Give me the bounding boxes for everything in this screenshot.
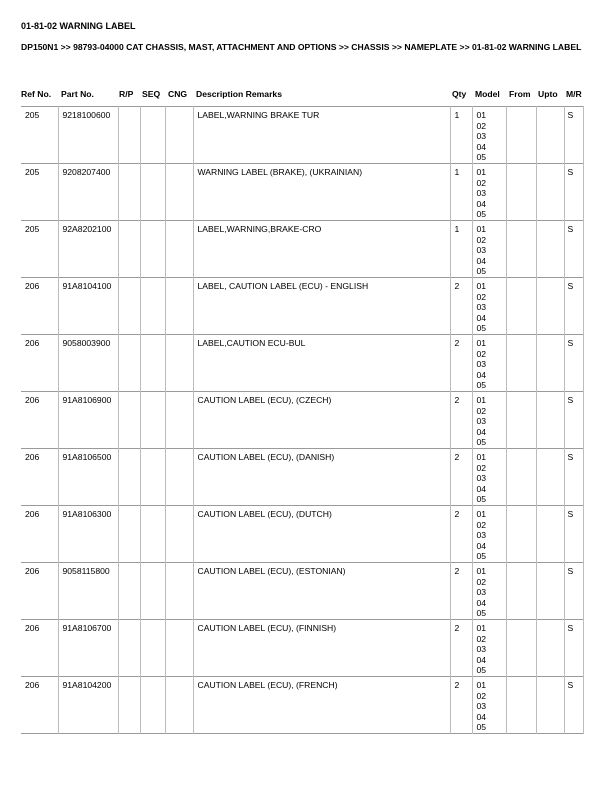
description: LABEL,WARNING,BRAKE-CRO bbox=[197, 224, 322, 234]
ref-no: 205 bbox=[25, 167, 40, 177]
upto-cell bbox=[537, 221, 564, 224]
model-code: 01 bbox=[476, 338, 487, 348]
model-list bbox=[473, 164, 506, 220]
ref-no: 206 bbox=[25, 623, 40, 633]
model-code: 05 bbox=[476, 665, 487, 675]
model-list bbox=[473, 449, 506, 505]
model-code: 01 bbox=[476, 509, 487, 519]
mr-flag: S bbox=[567, 338, 574, 348]
ref-no: 206 bbox=[25, 395, 40, 405]
table-row bbox=[21, 506, 583, 563]
page-title: 01-81-02 WARNING LABEL bbox=[21, 21, 136, 31]
table-row bbox=[21, 563, 583, 620]
table-row bbox=[21, 620, 583, 677]
from-cell bbox=[507, 335, 536, 338]
rp-cell bbox=[119, 335, 140, 338]
cng-cell bbox=[166, 449, 193, 452]
rp-cell bbox=[119, 221, 140, 224]
model-code: 05 bbox=[476, 209, 487, 219]
rp-cell bbox=[119, 107, 140, 110]
seq-cell bbox=[141, 221, 165, 224]
from-cell bbox=[507, 620, 536, 623]
seq-cell bbox=[141, 449, 165, 452]
mr-flag: S bbox=[567, 452, 574, 462]
upto-cell bbox=[537, 506, 564, 509]
mr-flag: S bbox=[567, 167, 574, 177]
table-row bbox=[21, 221, 583, 278]
model-code: 02 bbox=[476, 462, 487, 473]
seq-cell bbox=[141, 506, 165, 509]
model-code: 01 bbox=[476, 680, 487, 690]
model-code: 02 bbox=[476, 177, 487, 188]
upto-cell bbox=[537, 449, 564, 452]
mr-flag: S bbox=[567, 509, 574, 519]
model-code: 05 bbox=[476, 494, 487, 504]
model-list bbox=[473, 506, 506, 562]
cng-cell bbox=[166, 221, 193, 224]
model-code: 01 bbox=[476, 623, 487, 633]
model-code: 05 bbox=[476, 323, 487, 333]
rp-cell bbox=[119, 563, 140, 566]
header-qty: Qty bbox=[452, 89, 467, 99]
breadcrumb: DP150N1 >> 98793-04000 CAT CHASSIS, MAST, ATTACHMENT AND OPTIONS >> CHASSIS >> NAMEPLATE >> 01-81-02 WARNING LABEL bbox=[21, 42, 582, 52]
qty: 2 bbox=[454, 338, 460, 348]
cng-cell bbox=[166, 335, 193, 338]
part-no: 9208207400 bbox=[62, 167, 111, 177]
seq-cell bbox=[141, 278, 165, 281]
header-mr: M/R bbox=[566, 89, 582, 99]
rp-cell bbox=[119, 677, 140, 680]
ref-no: 206 bbox=[25, 566, 40, 576]
description: LABEL,WARNING BRAKE TUR bbox=[197, 110, 320, 120]
mr-flag: S bbox=[567, 224, 574, 234]
rp-cell bbox=[119, 449, 140, 452]
header-model: Model bbox=[475, 89, 500, 99]
seq-cell bbox=[141, 620, 165, 623]
model-code: 05 bbox=[476, 551, 487, 561]
model-code: 04 bbox=[476, 483, 487, 494]
seq-cell bbox=[141, 335, 165, 338]
part-no: 91A8104200 bbox=[62, 680, 112, 690]
header-part-no: Part No. bbox=[61, 89, 94, 99]
table-row bbox=[21, 278, 583, 335]
cng-cell bbox=[166, 620, 193, 623]
model-code: 05 bbox=[476, 266, 487, 276]
model-code: 05 bbox=[476, 380, 487, 390]
from-cell bbox=[507, 107, 536, 110]
model-code: 02 bbox=[476, 348, 487, 359]
description: CAUTION LABEL (ECU), (ESTONIAN) bbox=[197, 566, 346, 576]
rp-cell bbox=[119, 278, 140, 281]
from-cell bbox=[507, 221, 536, 224]
model-code: 02 bbox=[476, 690, 487, 701]
seq-cell bbox=[141, 563, 165, 566]
from-cell bbox=[507, 392, 536, 395]
model-code: 02 bbox=[476, 291, 487, 302]
description: LABEL,CAUTION ECU-BUL bbox=[197, 338, 306, 348]
ref-no: 206 bbox=[25, 452, 40, 462]
model-code: 01 bbox=[476, 281, 487, 291]
table-row bbox=[21, 335, 583, 392]
description: CAUTION LABEL (ECU), (DANISH) bbox=[197, 452, 335, 462]
model-code: 01 bbox=[476, 566, 487, 576]
upto-cell bbox=[537, 563, 564, 566]
ref-no: 206 bbox=[25, 338, 40, 348]
from-cell bbox=[507, 449, 536, 452]
description: LABEL, CAUTION LABEL (ECU) - ENGLISH bbox=[197, 281, 369, 291]
model-code: 04 bbox=[476, 426, 487, 437]
from-cell bbox=[507, 677, 536, 680]
parts-table bbox=[21, 106, 584, 734]
model-code: 03 bbox=[476, 530, 487, 540]
model-code: 05 bbox=[476, 608, 487, 618]
part-no: 91A8106700 bbox=[62, 623, 112, 633]
qty: 1 bbox=[454, 110, 460, 120]
model-code: 01 bbox=[476, 110, 487, 120]
upto-cell bbox=[537, 677, 564, 680]
part-no: 91A8106500 bbox=[62, 452, 112, 462]
upto-cell bbox=[537, 620, 564, 623]
ref-no: 205 bbox=[25, 110, 40, 120]
model-code: 03 bbox=[476, 302, 487, 312]
part-no: 91A8106900 bbox=[62, 395, 112, 405]
description: CAUTION LABEL (ECU), (FRENCH) bbox=[197, 680, 338, 690]
model-code: 04 bbox=[476, 255, 487, 266]
cng-cell bbox=[166, 392, 193, 395]
mr-flag: S bbox=[567, 623, 574, 633]
qty: 2 bbox=[454, 680, 460, 690]
table-row bbox=[21, 677, 583, 734]
model-list bbox=[473, 278, 506, 334]
description: CAUTION LABEL (ECU), (FINNISH) bbox=[197, 623, 337, 633]
rp-cell bbox=[119, 620, 140, 623]
mr-flag: S bbox=[567, 566, 574, 576]
model-code: 04 bbox=[476, 711, 487, 722]
from-cell bbox=[507, 506, 536, 509]
model-code: 02 bbox=[476, 576, 487, 587]
model-code: 02 bbox=[476, 234, 487, 245]
model-code: 04 bbox=[476, 369, 487, 380]
ref-no: 205 bbox=[25, 224, 40, 234]
mr-flag: S bbox=[567, 110, 574, 120]
model-code: 01 bbox=[476, 224, 487, 234]
model-code: 04 bbox=[476, 654, 487, 665]
from-cell bbox=[507, 563, 536, 566]
qty: 2 bbox=[454, 281, 460, 291]
part-no: 9058003900 bbox=[62, 338, 111, 348]
upto-cell bbox=[537, 392, 564, 395]
part-no: 9218100600 bbox=[62, 110, 111, 120]
table-row bbox=[21, 164, 583, 221]
cng-cell bbox=[166, 677, 193, 680]
model-list bbox=[473, 563, 506, 619]
model-code: 03 bbox=[476, 587, 487, 597]
header-cng: CNG bbox=[168, 89, 188, 99]
model-code: 03 bbox=[476, 188, 487, 198]
cng-cell bbox=[166, 563, 193, 566]
qty: 2 bbox=[454, 623, 460, 633]
cng-cell bbox=[166, 107, 193, 110]
part-no: 91A8106300 bbox=[62, 509, 112, 519]
model-code: 03 bbox=[476, 245, 487, 255]
seq-cell bbox=[141, 677, 165, 680]
model-list bbox=[473, 335, 506, 391]
model-list bbox=[473, 221, 506, 277]
header-seq: SEQ bbox=[142, 89, 161, 99]
qty: 1 bbox=[454, 167, 460, 177]
cng-cell bbox=[166, 506, 193, 509]
model-code: 01 bbox=[476, 452, 487, 462]
mr-flag: S bbox=[567, 680, 574, 690]
header-from: From bbox=[509, 89, 531, 99]
model-list bbox=[473, 620, 506, 676]
ref-no: 206 bbox=[25, 281, 40, 291]
model-code: 01 bbox=[476, 167, 487, 177]
model-code: 04 bbox=[476, 198, 487, 209]
model-list bbox=[473, 107, 506, 163]
mr-flag: S bbox=[567, 395, 574, 405]
qty: 2 bbox=[454, 566, 460, 576]
header-rp: R/P bbox=[119, 89, 134, 99]
header-ref-no: Ref No. bbox=[21, 89, 52, 99]
model-code: 04 bbox=[476, 540, 487, 551]
table-row bbox=[21, 449, 583, 506]
upto-cell bbox=[537, 278, 564, 281]
model-code: 02 bbox=[476, 633, 487, 644]
header-description: Description Remarks bbox=[196, 89, 282, 99]
upto-cell bbox=[537, 107, 564, 110]
model-code: 04 bbox=[476, 597, 487, 608]
seq-cell bbox=[141, 392, 165, 395]
table-row bbox=[21, 392, 583, 449]
from-cell bbox=[507, 164, 536, 167]
cng-cell bbox=[166, 278, 193, 281]
model-code: 02 bbox=[476, 120, 487, 131]
seq-cell bbox=[141, 107, 165, 110]
model-code: 01 bbox=[476, 395, 487, 405]
part-no: 92A8202100 bbox=[62, 224, 112, 234]
model-code: 03 bbox=[476, 701, 487, 711]
model-code: 04 bbox=[476, 312, 487, 323]
part-no: 9058115800 bbox=[62, 566, 110, 576]
model-list bbox=[473, 392, 506, 448]
seq-cell bbox=[141, 164, 165, 167]
qty: 2 bbox=[454, 452, 460, 462]
rp-cell bbox=[119, 164, 140, 167]
ref-no: 206 bbox=[25, 509, 40, 519]
model-code: 04 bbox=[476, 141, 487, 152]
from-cell bbox=[507, 278, 536, 281]
header-upto: Upto bbox=[538, 89, 558, 99]
table-row bbox=[21, 107, 583, 164]
model-list bbox=[473, 677, 506, 733]
mr-flag: S bbox=[567, 281, 574, 291]
model-code: 03 bbox=[476, 359, 487, 369]
model-code: 03 bbox=[476, 473, 487, 483]
qty: 2 bbox=[454, 509, 460, 519]
model-code: 03 bbox=[476, 644, 487, 654]
qty: 2 bbox=[454, 395, 460, 405]
upto-cell bbox=[537, 164, 564, 167]
ref-no: 206 bbox=[25, 680, 40, 690]
model-code: 05 bbox=[476, 152, 487, 162]
upto-cell bbox=[537, 335, 564, 338]
rp-cell bbox=[119, 392, 140, 395]
model-code: 03 bbox=[476, 416, 487, 426]
model-code: 02 bbox=[476, 405, 487, 416]
model-code: 03 bbox=[476, 131, 487, 141]
description: CAUTION LABEL (ECU), (DUTCH) bbox=[197, 509, 332, 519]
model-code: 05 bbox=[476, 437, 487, 447]
rp-cell bbox=[119, 506, 140, 509]
model-code: 05 bbox=[476, 722, 487, 732]
description: WARNING LABEL (BRAKE), (UKRAINIAN) bbox=[197, 167, 363, 177]
description: CAUTION LABEL (ECU), (CZECH) bbox=[197, 395, 332, 405]
qty: 1 bbox=[454, 224, 460, 234]
part-no: 91A8104100 bbox=[62, 281, 112, 291]
cng-cell bbox=[166, 164, 193, 167]
model-code: 02 bbox=[476, 519, 487, 530]
